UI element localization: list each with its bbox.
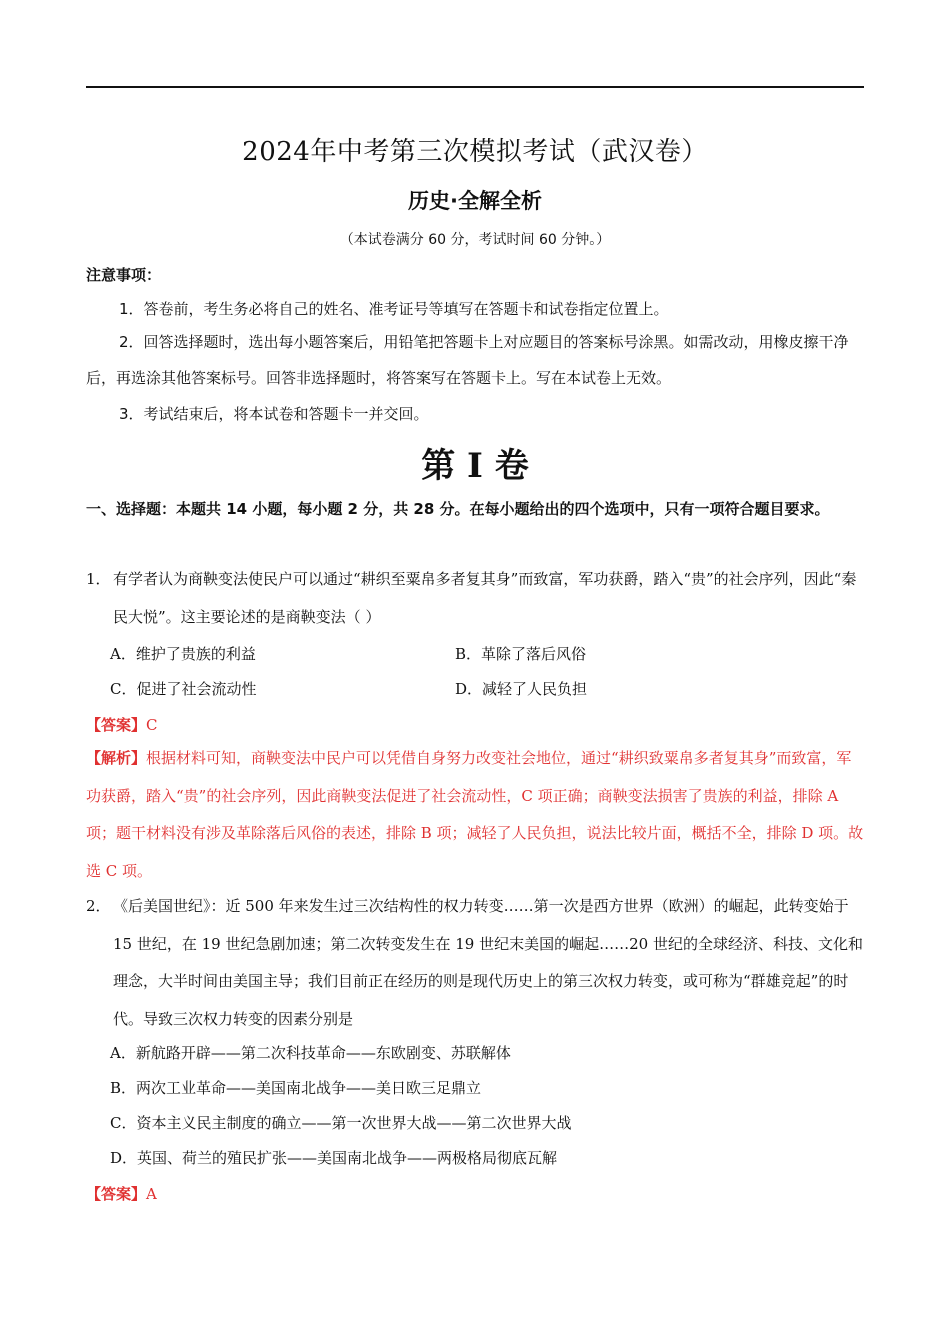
- option-c: C．促进了社会流动性: [110, 680, 257, 698]
- header-rule: [86, 86, 864, 88]
- option-b: B．革除了落后风俗: [455, 645, 587, 663]
- option-d: D．减轻了人民负担: [455, 680, 588, 698]
- notice-item-3: 3．考试结束后，将本试卷和答题卡一并交回。: [119, 405, 429, 423]
- notice-item-1: 1．答卷前，考生务必将自己的姓名、准考证号等填写在答题卡和试卷指定位置上。: [119, 300, 669, 318]
- answer-label: 【答案】: [86, 716, 147, 734]
- answer-label: 【答案】: [86, 1185, 147, 1203]
- notice-item-2: 2．回答选择题时，选出每小题答案后，用铅笔把答题卡上对应题目的答案标号涂黑。如需改动，用橡皮擦干净后，再选涂其他答案标号。回答非选择题时，将答案写在答题卡上。写在本试卷上无效。: [86, 333, 849, 387]
- page-title: 2024年中考第三次模拟考试（武汉卷）: [242, 137, 708, 167]
- answer-value: C: [146, 716, 158, 734]
- question-number: 2．: [86, 897, 111, 915]
- option-a: A．新航路开辟——第二次科技革命——东欧剧变、苏联解体: [110, 1044, 511, 1062]
- question-number: 1．: [86, 570, 111, 588]
- option-a: A．维护了贵族的利益: [110, 645, 256, 663]
- notice-title: 注意事项：: [86, 266, 162, 284]
- answer-2: [86, 1183, 157, 1204]
- option-b: B．两次工业革命——美国南北战争——美日欧三足鼎立: [110, 1079, 482, 1097]
- question-stem: 《后美国世纪》：近 500 年来发生过三次结构性的权力转变……第一次是西方世界（欧洲）的崛起，此转变始于 15 世纪，在 19 世纪急剧加速；第二次转变发生在 19 世纪末美国的崛起……20 世纪的全球经济、科技、文化和理念，大半时间由美国主导；我们目前正在经历的则是现代历史上的第三次权力转变，或可称为“群雄竞起”的时代。导致三次权力转变的因素分别是: [113, 897, 863, 1028]
- option-c: C．资本主义民主制度的确立——第一次世界大战——第二次世界大战: [110, 1114, 572, 1132]
- analysis-label: 【解析】: [86, 749, 147, 767]
- volume-heading: 第 I 卷: [421, 446, 529, 486]
- question-1: [86, 561, 864, 636]
- page-subtitle: 历史·全解全析: [408, 189, 542, 213]
- question-2: [86, 888, 864, 1038]
- section-heading: 一、选择题：本题共 14 小题，每小题 2 分，共 28 分。在每小题给出的四个选项中，只有一项符合题目要求。: [86, 500, 830, 518]
- question-stem: 有学者认为商鞅变法使民户可以通过“耕织至粟帛多者复其身”而致富，军功获爵，踏入“贵”的社会序列，因此“秦民大悦”。这主要论述的是商鞅变法（ ）: [113, 570, 857, 626]
- analysis-1: [86, 740, 864, 890]
- exam-meta: （本试卷满分 60 分，考试时间 60 分钟。）: [339, 232, 611, 248]
- option-d: D．英国、荷兰的殖民扩张——美国南北战争——两极格局彻底瓦解: [110, 1149, 558, 1167]
- answer-value: A: [146, 1185, 157, 1203]
- analysis-text: 根据材料可知，商鞅变法中民户可以凭借自身努力改变社会地位，通过“耕织致粟帛多者复其身”而致富，军功获爵，踏入“贵”的社会序列，因此商鞅变法促进了社会流动性，C 项正确；商鞅变法损害了贵族的利益，排除 A 项；题干材料没有涉及革除落后风俗的表述，排除 B 项；减轻了人民负担，说法比较片面，概括不全，排除 D 项。故选 C 项。: [86, 749, 864, 880]
- answer-1: [86, 714, 158, 735]
